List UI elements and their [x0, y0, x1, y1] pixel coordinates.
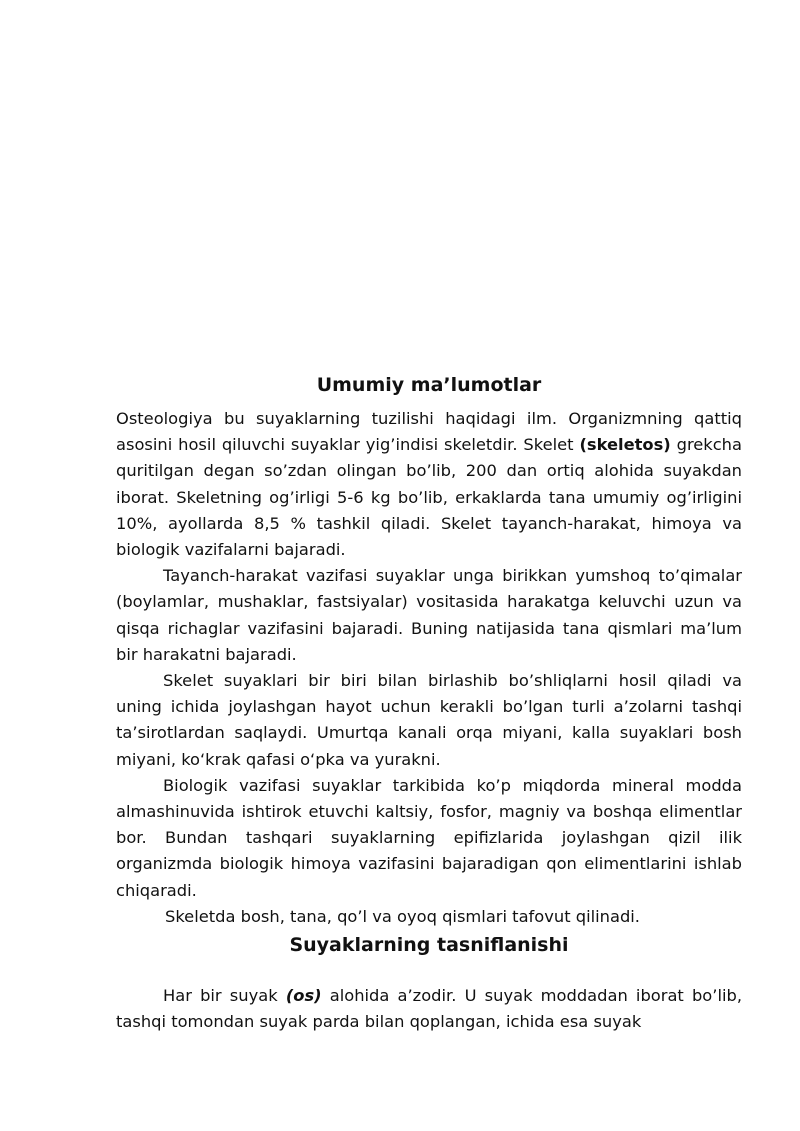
term-os: (os)	[285, 986, 322, 1006]
paragraph-biological-function: Biologik vazifasi suyaklar tarkibida ko’p miqdorda mineral modda almashinuvida ishtirok etuvchi kaltsiy, fosfor, magniy va boshqa elimentlar bor. Bundan tashqari suyaklarning epifizlarida joylashgan qizil ilik organizmda biologik himoya vazifasini bajaradigan qon elimentlarini ishlab chiqaradi.	[116, 775, 742, 900]
paragraph-text: Har bir suyak	[163, 986, 286, 1006]
paragraph-osteology-intro	[116, 406, 742, 563]
paragraph-text: grekcha quritilgan degan so’zdan olingan bo’lib, 200 dan ortiq alohida suyakdan iborat. Skeletning og’irligi 5-6 kg bo’lib, erkaklarda tana umumiy og’irligini 10%, ayollarda 8,5 % tashkil qiladi. Skelet tayanch-harakat, himoya va biologik vazifalarni bajaradi.	[116, 435, 742, 560]
section-title-bone-classification: Suyaklarning tasniflanishi	[289, 934, 569, 957]
document-page	[116, 372, 742, 1035]
paragraph-support-function: Tayanch-harakat vazifasi suyaklar unga birikkan yumshoq to’qimalar (boylamlar, mushaklar, fastsiyalar) vositasida harakatga keluvchi uzun va qisqa richaglar vazifasini bajaradi. Buning natijasida tana qismlari ma’lum bir harakatni bajaradi.	[116, 566, 742, 664]
section-title-general-info: Umumiy ma’lumotlar	[316, 374, 542, 396]
paragraph-bone-organ	[116, 983, 742, 1035]
spacer	[116, 958, 742, 983]
paragraph-text: Osteologiya bu suyaklarning tuzilishi haqidagi ilm. Organizmning qattiq asosini hosil qiluvchi suyaklar yig’indisi skeletdir. Skelet	[116, 409, 742, 455]
term-skeletos: (skeletos)	[579, 435, 671, 455]
paragraph-protective-function: Skelet suyaklari bir biri bilan birlashib bo’shliqlarni hosil qiladi va uning ichida joylashgan hayot uchun kerakli bo’lgan turli a’zolarni tashqi ta’sirotlardan saqlaydi. Umurtqa kanali orqa miyani, kalla suyaklari bosh miyani, ko‘krak qafasi o‘pka va yurakni.	[116, 671, 742, 769]
paragraph-skeleton-parts: Skeletda bosh, tana, qo’l va oyoq qismlari tafovut qilinadi.	[165, 906, 640, 926]
paragraph-text: alohida a’zodir. U suyak moddadan iborat bo’lib, tashqi tomondan suyak parda bilan qoplangan, ichida esa suyak	[116, 986, 742, 1032]
